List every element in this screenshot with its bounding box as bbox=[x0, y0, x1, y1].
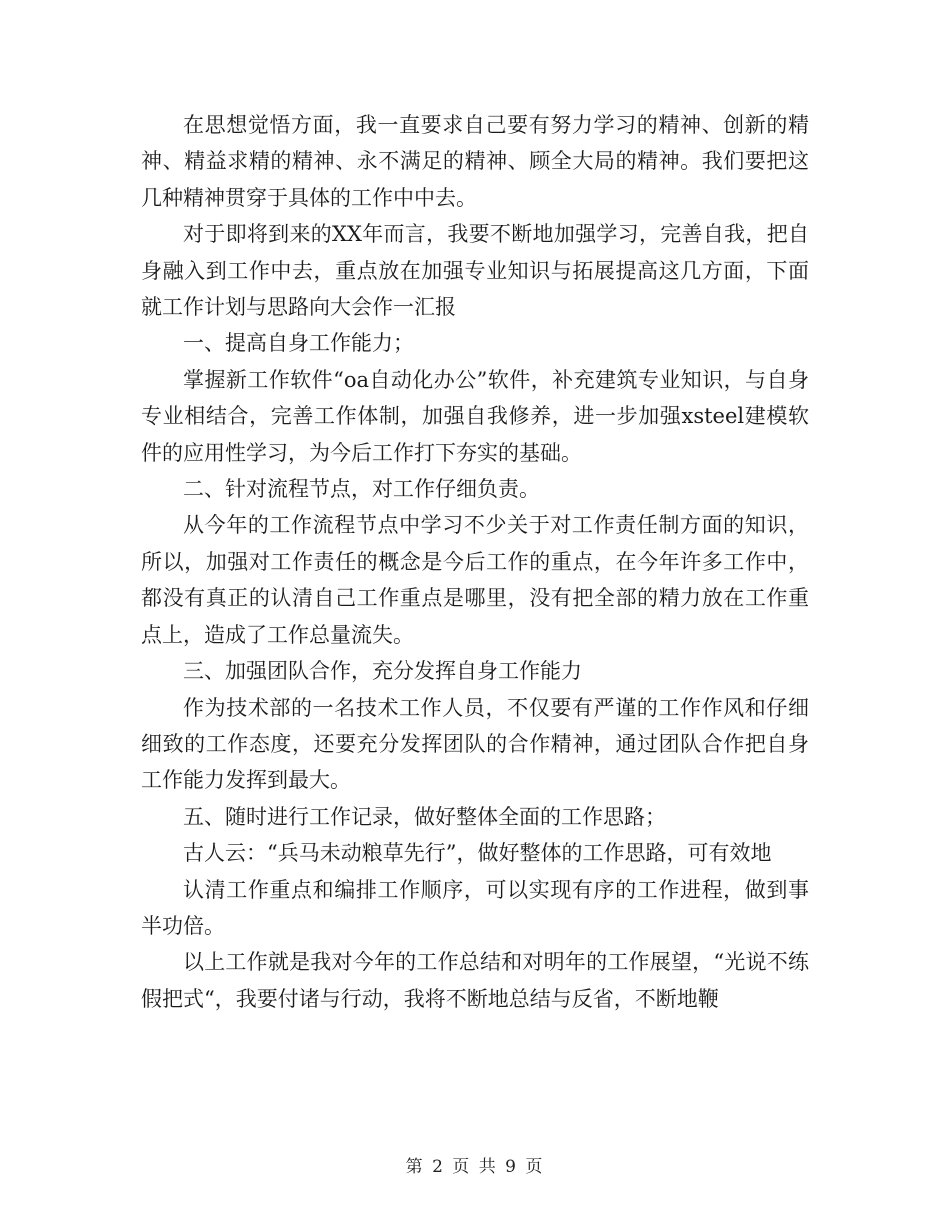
section-heading-5: 五、随时进行工作记录，做好整体全面的工作思路； bbox=[183, 804, 666, 829]
document-body bbox=[141, 107, 809, 1017]
paragraph-1: 在思想觉悟方面，我一直要求自己要有努力学习的精神、创新的精神、精益求精的精神、永不满足的精神、顾全大局的精神。我们要把这几种精神贯穿于具体的工作中中去。 bbox=[141, 113, 809, 210]
paragraph-8: 以上工作就是我对今年的工作总结和对明年的工作展望，“光说不练假把式“，我要付诸与行动，我将不断地总结与反省，不断地鞭 bbox=[141, 950, 809, 1011]
section-heading-1: 一、提高自身工作能力； bbox=[183, 331, 414, 356]
paragraph-2: 对于即将到来的XX年而言，我要不断地加强学习，完善自我，把自身融入到工作中去，重点放在加强专业知识与拓展提高这几方面，下面就工作计划与思路向大会作一汇报 bbox=[141, 222, 809, 320]
page-number-footer: 第 2 页 共 9 页 bbox=[405, 1157, 545, 1177]
paragraph-6: 古人云：“兵马未动粮草先行”，做好整体的工作思路，可有效地 bbox=[183, 841, 772, 866]
section-heading-3: 三、加强团队合作，充分发挥自身工作能力 bbox=[183, 659, 582, 684]
paragraph-3: 掌握新工作软件“oa自动化办公”软件，补充建筑专业知识，与自身专业相结合，完善工作体制，加强自我修养，进一步加强xsteel建模软件的应用性学习，为今后工作打下夯实的基础。 bbox=[141, 367, 809, 465]
paragraph-5: 作为技术部的一名技术工作人员，不仅要有严谨的工作作风和仔细细致的工作态度，还要充分发挥团队的合作精神，通过团队合作把自身工作能力发挥到最大。 bbox=[141, 695, 809, 793]
paragraph-7: 认清工作重点和编排工作顺序，可以实现有序的工作进程，做到事半功倍。 bbox=[141, 877, 809, 938]
section-heading-2: 二、针对流程节点，对工作仔细负责。 bbox=[183, 477, 540, 502]
paragraph-4: 从今年的工作流程节点中学习不少关于对工作责任制方面的知识，所以，加强对工作责任的概念是今后工作的重点，在今年许多工作中，都没有真正的认清自己工作重点是哪里，没有把全部的精力放在工作重点上，造成了工作总量流失。 bbox=[141, 513, 809, 647]
